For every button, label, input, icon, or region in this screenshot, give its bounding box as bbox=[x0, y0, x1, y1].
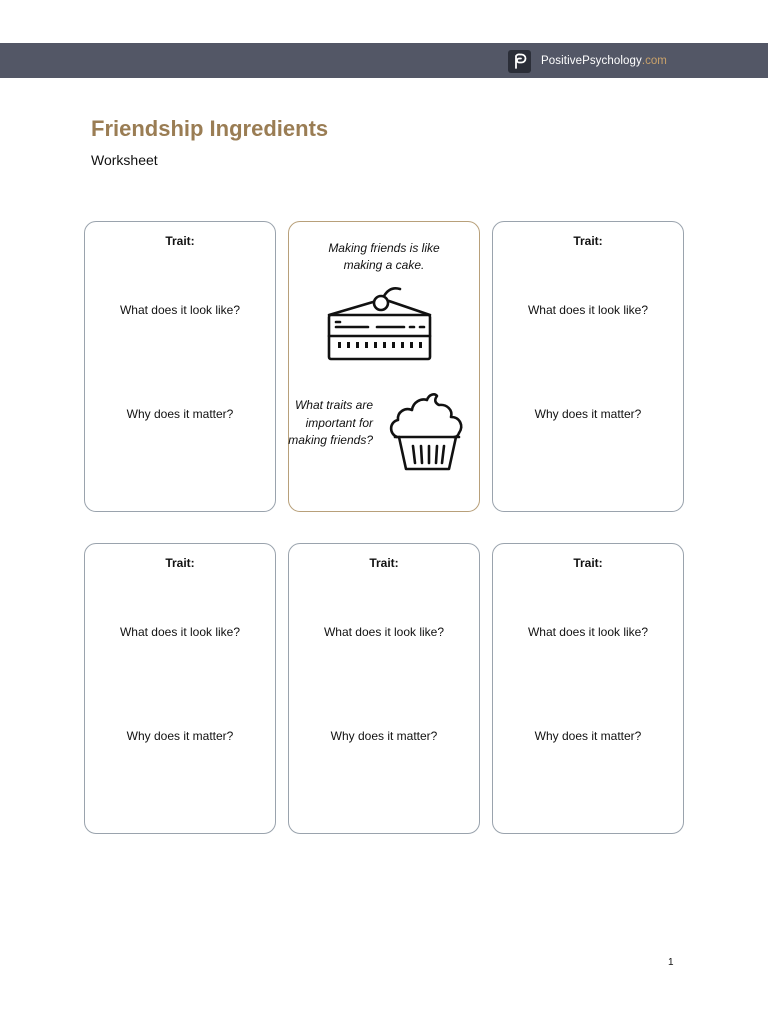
why-question: Why does it matter? bbox=[330, 729, 438, 743]
page-subtitle: Worksheet bbox=[91, 152, 158, 168]
look-question: What does it look like? bbox=[527, 625, 649, 639]
center-illustration-card bbox=[288, 221, 480, 512]
trait-card-5 bbox=[492, 543, 684, 834]
why-question: Why does it matter? bbox=[126, 407, 234, 421]
trait-label: Trait: bbox=[573, 556, 603, 570]
trait-card-1 bbox=[84, 221, 276, 512]
trait-label: Trait: bbox=[165, 556, 195, 570]
look-question: What does it look like? bbox=[119, 625, 241, 639]
trait-label: Trait: bbox=[165, 234, 195, 248]
look-question: What does it look like? bbox=[323, 625, 445, 639]
traits-question: What traits are important for making friends? bbox=[288, 398, 373, 447]
brand-name: PositivePsychology bbox=[541, 55, 642, 67]
header-bar bbox=[0, 43, 768, 78]
brand[interactable] bbox=[508, 50, 667, 72]
trait-card-3 bbox=[84, 543, 276, 834]
page-title: Friendship Ingredients bbox=[91, 116, 329, 141]
why-question: Why does it matter? bbox=[126, 729, 234, 743]
brand-logo-icon bbox=[508, 50, 531, 73]
trait-label: Trait: bbox=[573, 234, 603, 248]
look-question: What does it look like? bbox=[527, 303, 649, 317]
cupcake-icon bbox=[387, 390, 469, 477]
brand-tld: .com bbox=[641, 55, 667, 67]
trait-label: Trait: bbox=[369, 556, 399, 570]
look-question: What does it look like? bbox=[119, 303, 241, 317]
why-question: Why does it matter? bbox=[534, 729, 642, 743]
intro-text: Making friends is like making a cake. bbox=[328, 241, 440, 272]
why-question: Why does it matter? bbox=[534, 407, 642, 421]
cake-slice-icon bbox=[326, 286, 434, 369]
trait-card-4 bbox=[288, 543, 480, 834]
trait-card-2 bbox=[492, 221, 684, 512]
page-number: 1 bbox=[668, 957, 674, 968]
